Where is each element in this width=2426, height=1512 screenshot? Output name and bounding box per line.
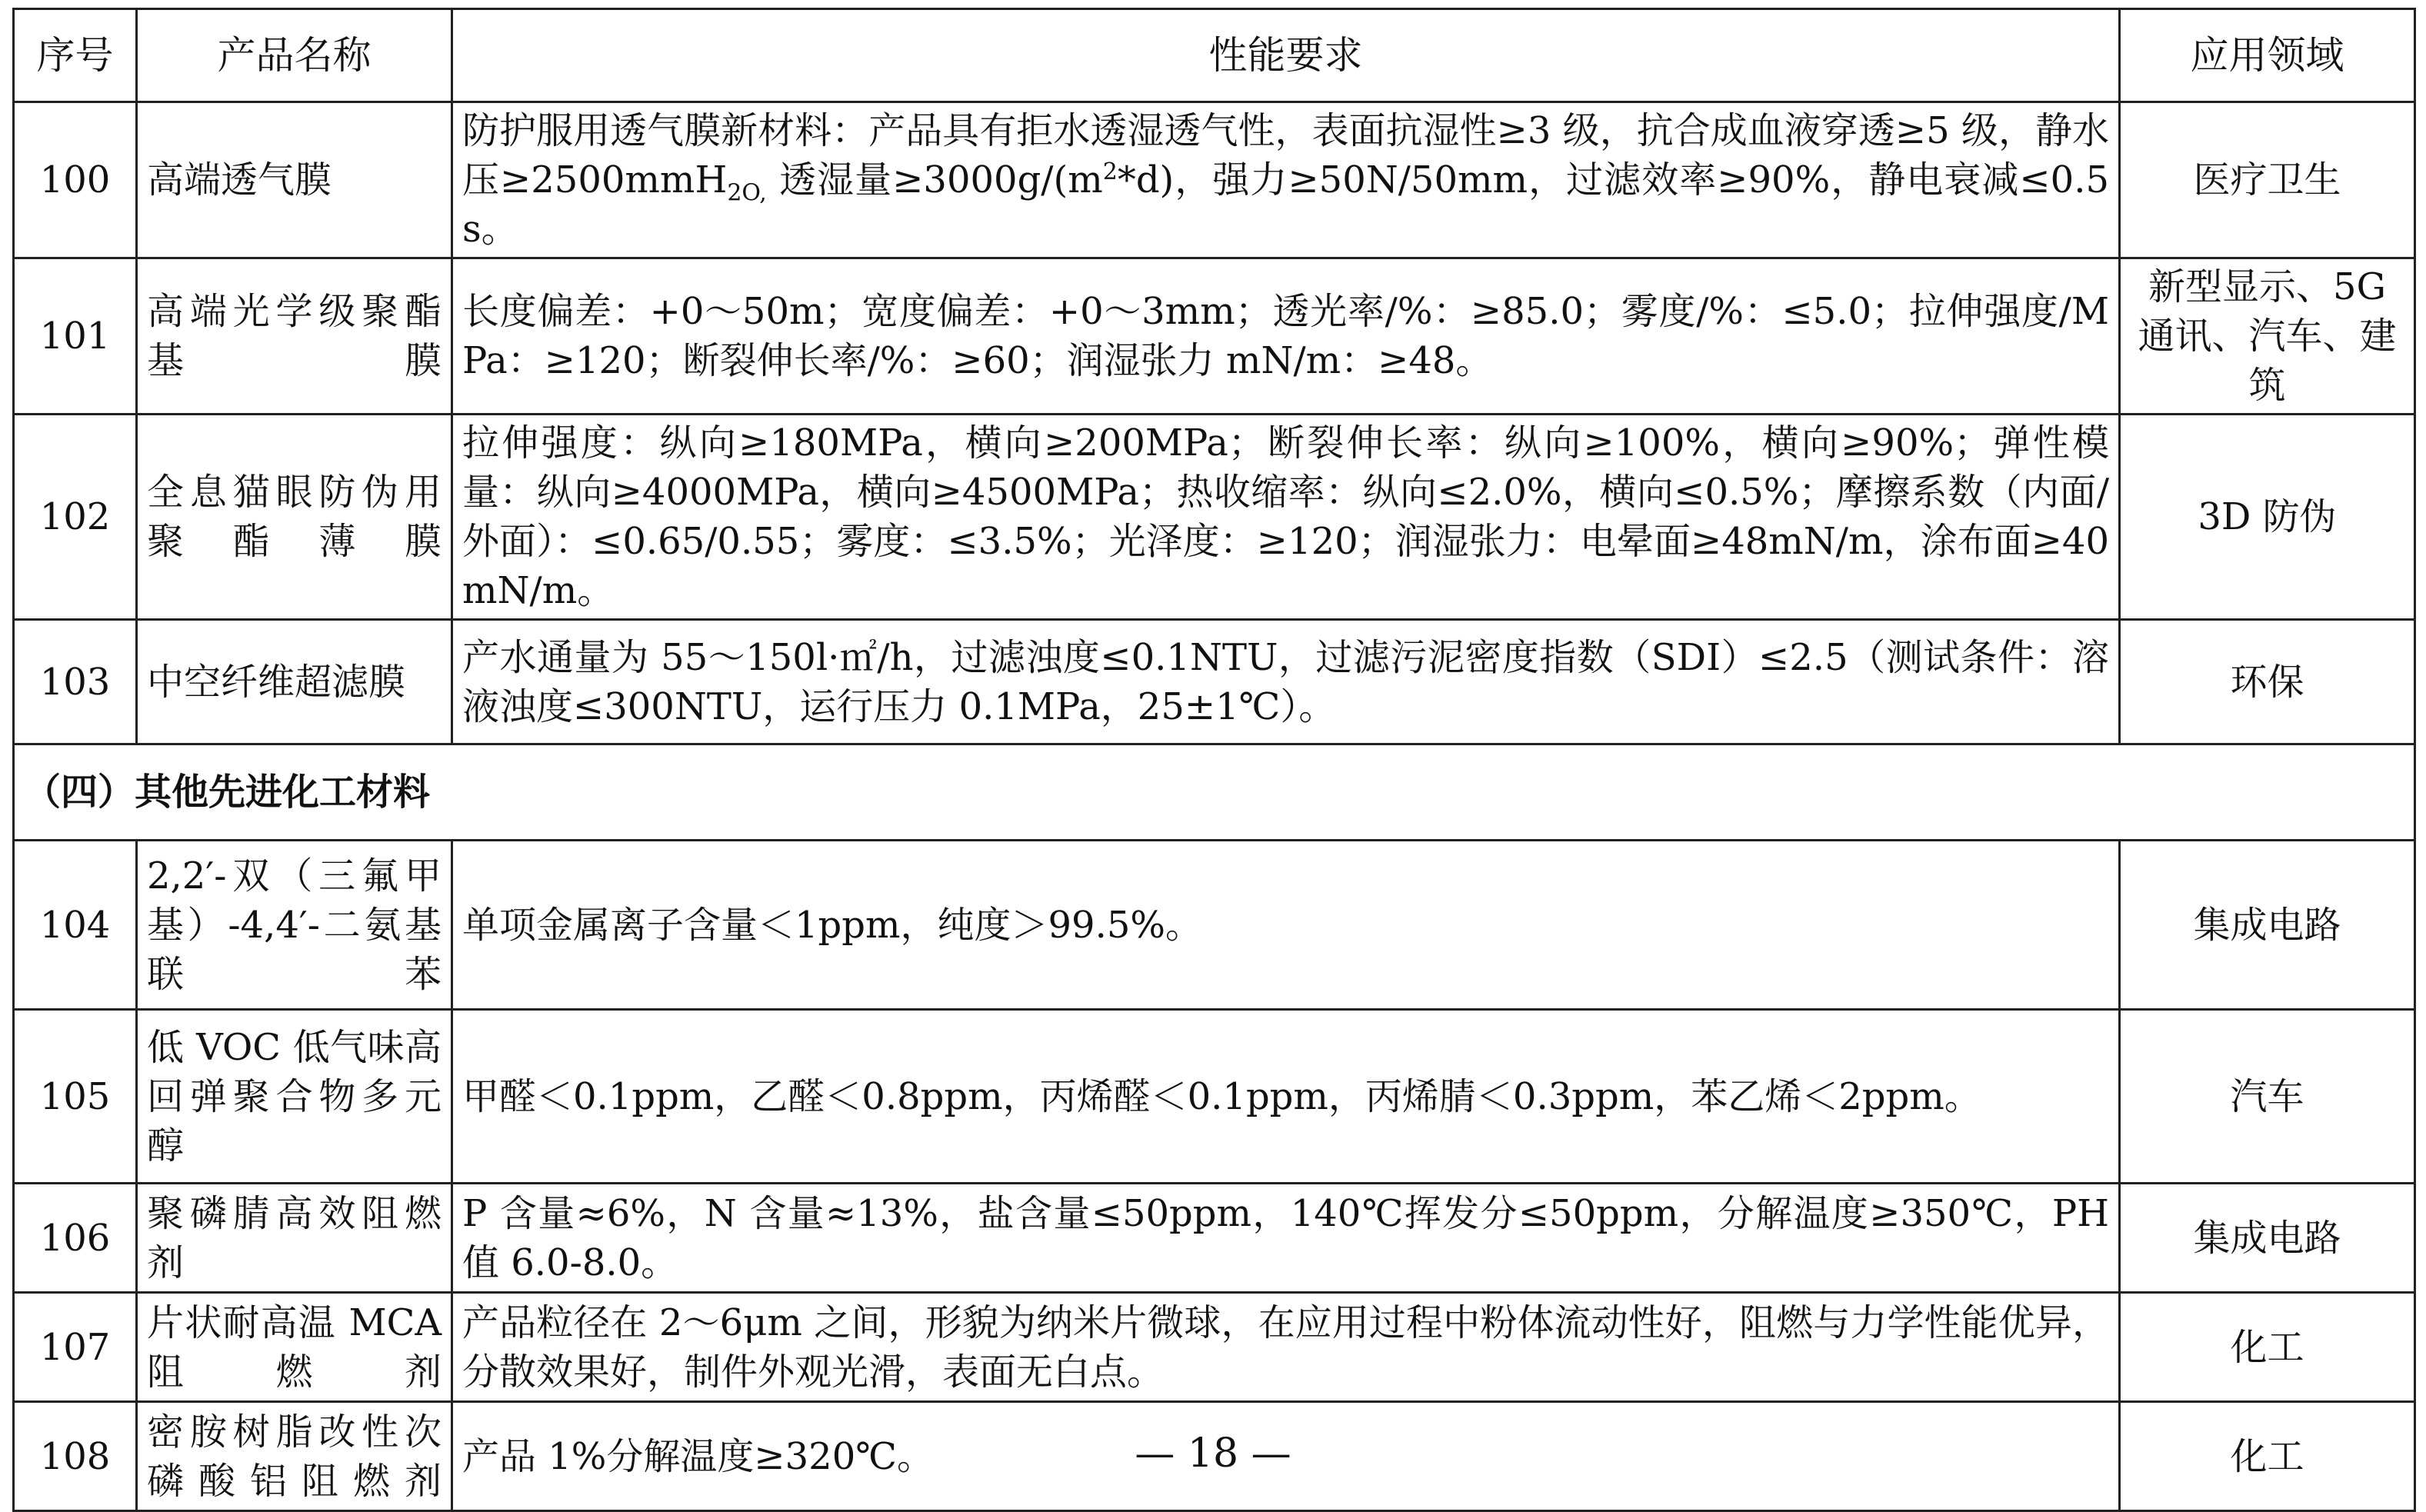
row-requirements [452, 102, 2120, 258]
row-requirements: 产品 1%分解温度≥320℃。 [452, 1402, 2120, 1511]
table-row [14, 1010, 2415, 1184]
row-field: 集成电路 [2120, 841, 2415, 1010]
row-requirements: 产品粒径在 2～6μm 之间，形貌为纳米片微球，在应用过程中粉体流动性好，阻燃与力学性能优异，分散效果好，制件外观光滑，表面无白点。 [452, 1293, 2120, 1402]
req-text-a: 防护服用透气膜新材料：产品具有拒水透湿透气性，表面抗湿性≥3 级，抗合成血液穿透≥5 级，静水压≥2500mmH [462, 109, 2109, 201]
row-requirements: 甲醛＜0.1ppm，乙醛＜0.8ppm，丙烯醛＜0.1ppm，丙烯腈＜0.3ppm，苯乙烯＜2ppm。 [452, 1010, 2120, 1184]
row-field: 汽车 [2120, 1010, 2415, 1184]
req-text-b: 透湿量≥3000g/(m [766, 158, 1103, 201]
row-name: 低 VOC 低气味高回弹聚合物多元醇 [137, 1010, 452, 1184]
table-row [14, 1293, 2415, 1402]
table-row [14, 620, 2415, 744]
row-num: 107 [14, 1293, 137, 1402]
row-num: 101 [14, 258, 137, 415]
row-num: 108 [14, 1402, 137, 1511]
section-heading: （四）其他先进化工材料 [14, 744, 2415, 841]
table-row [14, 415, 2415, 620]
row-name: 片状耐高温 MCA 阻燃剂 [137, 1293, 452, 1402]
row-field: 集成电路 [2120, 1184, 2415, 1293]
row-field: 3D 防伪 [2120, 415, 2415, 620]
row-num: 104 [14, 841, 137, 1010]
req-superscript: 2 [1102, 158, 1118, 185]
req-subscript: 2O, [727, 179, 767, 207]
section-row [14, 744, 2415, 841]
header-field: 应用领域 [2120, 9, 2415, 102]
header-name: 产品名称 [137, 9, 452, 102]
req-text-c: *d)，强力≥50N/50mm，过滤效率≥90%，静电衰减≤0.5s。 [462, 158, 2109, 251]
row-requirements: 拉伸强度：纵向≥180MPa，横向≥200MPa；断裂伸长率：纵向≥100%，横向≥90%；弹性模量：纵向≥4000MPa，横向≥4500MPa；热收缩率：纵向≤2.0%，横向≤0.5%；摩擦系数（内面/外面）：≤0.65/0.55；雾度：≤3.5%；光泽度：≥120；润湿张力：电晕面≥48mN/m，涂布面≥40mN/m。 [452, 415, 2120, 620]
row-field: 化工 [2120, 1402, 2415, 1511]
table-row [14, 102, 2415, 258]
row-requirements: 单项金属离子含量＜1ppm，纯度＞99.5%。 [452, 841, 2120, 1010]
spec-table [12, 8, 2416, 1512]
page-number: — 18 — [1135, 1430, 1291, 1477]
row-name: 全息猫眼防伪用聚酯薄膜 [137, 415, 452, 620]
row-name: 聚磷腈高效阻燃剂 [137, 1184, 452, 1293]
row-field: 医疗卫生 [2120, 102, 2415, 258]
header-num: 序号 [14, 9, 137, 102]
row-num: 100 [14, 102, 137, 258]
row-num: 105 [14, 1010, 137, 1184]
row-requirements: 产水通量为 55～150l·㎡/h，过滤浊度≤0.1NTU，过滤污泥密度指数（SDI）≤2.5（测试条件：溶液浊度≤300NTU，运行压力 0.1MPa，25±1℃）。 [452, 620, 2120, 744]
row-field: 化工 [2120, 1293, 2415, 1402]
row-name: 高端透气膜 [137, 102, 452, 258]
row-name: 密胺树脂改性次磷酸铝阻燃剂 [137, 1402, 452, 1511]
table-row [14, 1184, 2415, 1293]
header-requirements: 性能要求 [452, 9, 2120, 102]
table-row [14, 258, 2415, 415]
table-header-row [14, 9, 2415, 102]
row-name: 2,2′-双（三氟甲基）-4,4′-二氨基联苯 [137, 841, 452, 1010]
row-name: 高端光学级聚酯基膜 [137, 258, 452, 415]
row-requirements: P 含量≈6%，N 含量≈13%，盐含量≤50ppm，140℃挥发分≤50ppm，分解温度≥350℃，PH 值 6.0-8.0。 [452, 1184, 2120, 1293]
row-num: 106 [14, 1184, 137, 1293]
table-row [14, 841, 2415, 1010]
row-name: 中空纤维超滤膜 [137, 620, 452, 744]
row-requirements: 长度偏差：+0～50m；宽度偏差：+0～3mm；透光率/%：≥85.0；雾度/%：≤5.0；拉伸强度/MPa：≥120；断裂伸长率/%：≥60；润湿张力 mN/m：≥48。 [452, 258, 2120, 415]
row-num: 102 [14, 415, 137, 620]
row-num: 103 [14, 620, 137, 744]
row-field: 新型显示、5G 通讯、汽车、建筑 [2120, 258, 2415, 415]
row-field: 环保 [2120, 620, 2415, 744]
